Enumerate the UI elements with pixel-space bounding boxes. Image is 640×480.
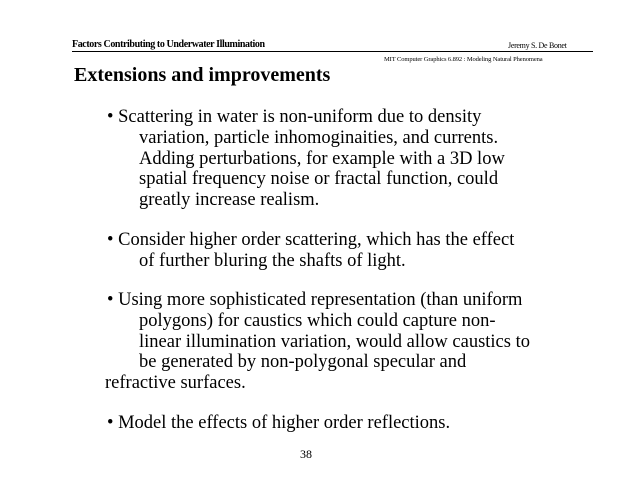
bullet-line: • Model the effects of higher order reflections.	[107, 413, 451, 433]
bullet-line: • Using more sophisticated representation (than uniform	[107, 290, 523, 310]
bullet-line: greatly increase realism.	[139, 190, 320, 211]
bullet-line: linear illumination variation, would allow caustics to	[139, 331, 530, 352]
bullet-line: • Scattering in water is non-uniform due to density	[107, 107, 482, 127]
bullet-line: • Consider higher order scattering, which has the effect	[107, 230, 515, 250]
bullet-line: Adding perturbations, for example with a 3D low	[139, 148, 505, 169]
bullet-line: spatial frequency noise or fractal function, could	[139, 169, 499, 190]
header-author: Jeremy S. De Bonet	[508, 41, 567, 50]
bullet-line: refractive surfaces.	[105, 373, 246, 394]
bullet-2	[107, 230, 514, 272]
bullet-1	[107, 107, 505, 211]
page-number: 38	[300, 447, 312, 461]
bullet-line: polygons) for caustics which could capture non-	[139, 310, 496, 331]
header-rule	[72, 51, 593, 52]
bullet-line: of further bluring the shafts of light.	[139, 250, 406, 271]
bullet-line: variation, particle inhomoginaities, and currents.	[139, 127, 499, 148]
bullet-3	[107, 290, 530, 394]
bullet-line: be generated by non-polygonal specular and	[139, 352, 467, 373]
bullet-4	[107, 413, 450, 434]
course-label: MIT Computer Graphics 6.892 : Modeling Natural Phenomena	[384, 56, 543, 63]
header-topic: Factors Contributing to Underwater Illumination	[72, 39, 265, 50]
slide-title: Extensions and improvements	[74, 64, 331, 86]
